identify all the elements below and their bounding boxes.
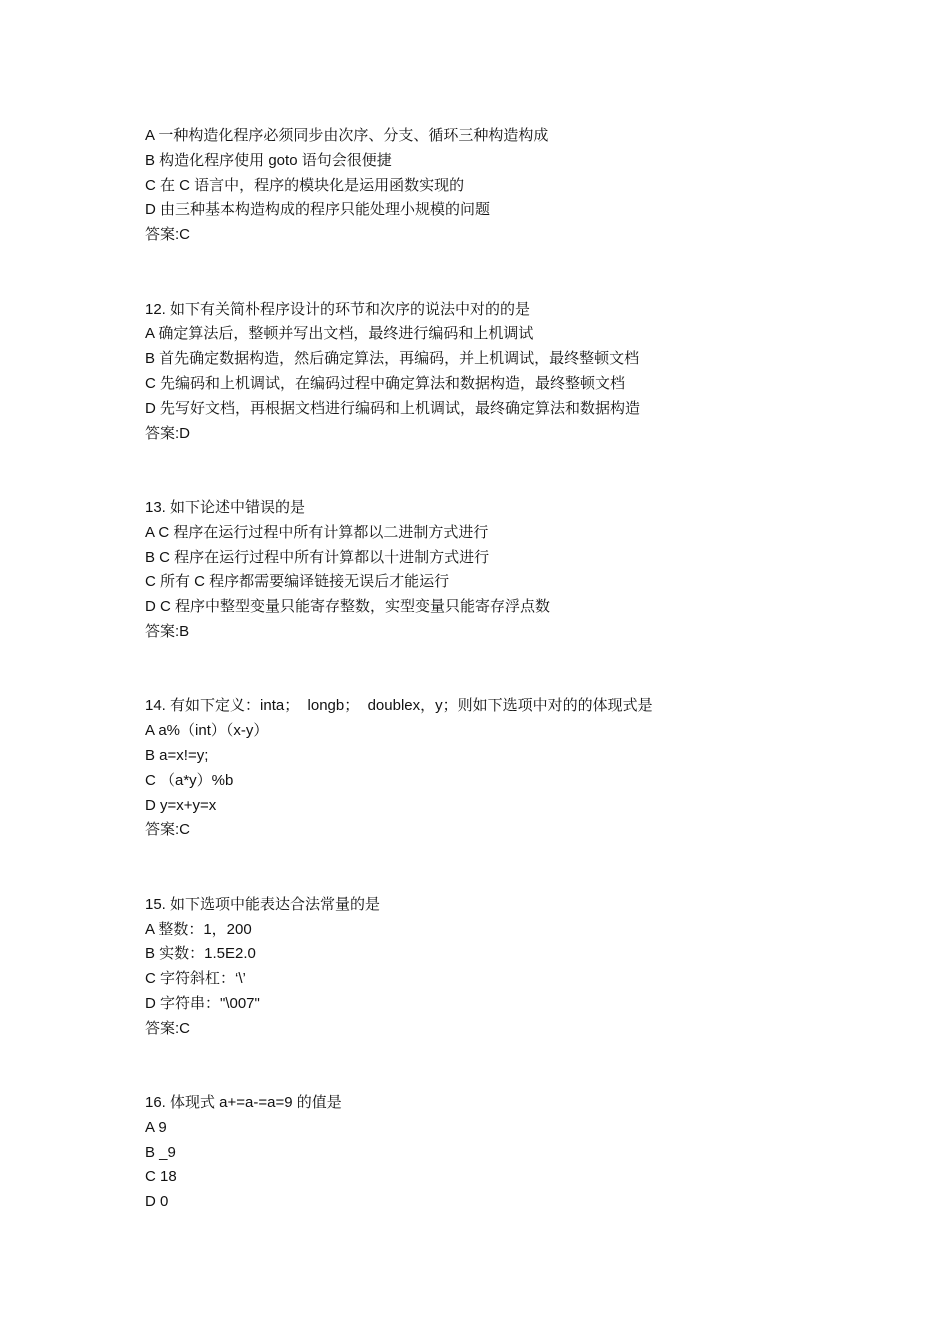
question-block bbox=[145, 893, 845, 1042]
answer: 答案:B bbox=[145, 622, 190, 640]
option-a: A 9 bbox=[145, 1118, 167, 1136]
answer: 答案:D bbox=[145, 424, 191, 442]
question-block bbox=[145, 496, 845, 645]
option-d: D 字符串："\007" bbox=[145, 994, 260, 1012]
option-d: D 先写好文档，再根据文档进行编码和上机调试，最终确定算法和数据构造 bbox=[145, 399, 641, 417]
option-b: B 构造化程序使用 goto 语句会很便捷 bbox=[145, 151, 392, 169]
option-d: D 由三种基本构造构成的程序只能处理小规模的问题 bbox=[145, 201, 491, 219]
question-block bbox=[145, 694, 845, 843]
question-title: 15. 如下选项中能表达合法常量的是 bbox=[145, 895, 381, 913]
option-c: C 字符斜杠：‘\’ bbox=[145, 970, 246, 988]
spacer bbox=[145, 843, 845, 893]
option-a: A 一种构造化程序必须同步由次序、分支、循环三种构造构成 bbox=[145, 127, 549, 144]
option-a: A 确定算法后，整顿并写出文档，最终进行编码和上机调试 bbox=[145, 325, 534, 343]
question-title: 13. 如下论述中错误的是 bbox=[145, 498, 306, 516]
question-title: 16. 体现式 a+=a-=a=9 的值是 bbox=[145, 1094, 342, 1112]
option-b: B 首先确定数据构造，然后确定算法，再编码，并上机调试，最终整顿文档 bbox=[145, 350, 640, 368]
option-c: C 所有 C 程序都需要编译链接无误后才能运行 bbox=[145, 573, 450, 591]
option-c: C （a*y）%b bbox=[145, 771, 234, 789]
spacer bbox=[145, 248, 845, 298]
question-list bbox=[145, 124, 845, 1215]
question-block bbox=[145, 298, 845, 447]
answer: 答案:C bbox=[145, 1019, 191, 1037]
option-a: A C 程序在运行过程中所有计算都以二进制方式进行 bbox=[145, 523, 489, 541]
spacer bbox=[145, 1041, 845, 1091]
option-b: B _9 bbox=[145, 1143, 176, 1161]
option-a: A 整数：1，200 bbox=[145, 920, 252, 938]
option-b: B a=x!=y; bbox=[145, 746, 209, 764]
option-b: B 实数：1.5E2.0 bbox=[145, 945, 256, 963]
answer: 答案:C bbox=[145, 821, 191, 839]
answer: 答案:C bbox=[145, 226, 191, 244]
option-b: B C 程序在运行过程中所有计算都以十进制方式进行 bbox=[145, 548, 490, 566]
question-block bbox=[145, 124, 845, 248]
option-d: D C 程序中整型变量只能寄存整数，实型变量只能寄存浮点数 bbox=[145, 598, 551, 616]
option-d: D 0 bbox=[145, 1193, 169, 1211]
question-title: 14. 有如下定义：inta； longb； doublex，y；则如下选项中对的的体现式是 bbox=[145, 697, 653, 715]
option-a: A a%（int）（x-y） bbox=[145, 722, 269, 740]
option-c: C 先编码和上机调试，在编码过程中确定算法和数据构造，最终整顿文档 bbox=[145, 374, 626, 392]
option-c: C 18 bbox=[145, 1168, 177, 1186]
option-c: C 在 C 语言中，程序的模块化是运用函数实现的 bbox=[145, 176, 465, 194]
spacer bbox=[145, 446, 845, 496]
option-d: D y=x+y=x bbox=[145, 796, 217, 814]
spacer bbox=[145, 645, 845, 695]
question-title: 12. 如下有关简朴程序设计的环节和次序的说法中对的的是 bbox=[145, 300, 531, 318]
question-block bbox=[145, 1091, 845, 1215]
